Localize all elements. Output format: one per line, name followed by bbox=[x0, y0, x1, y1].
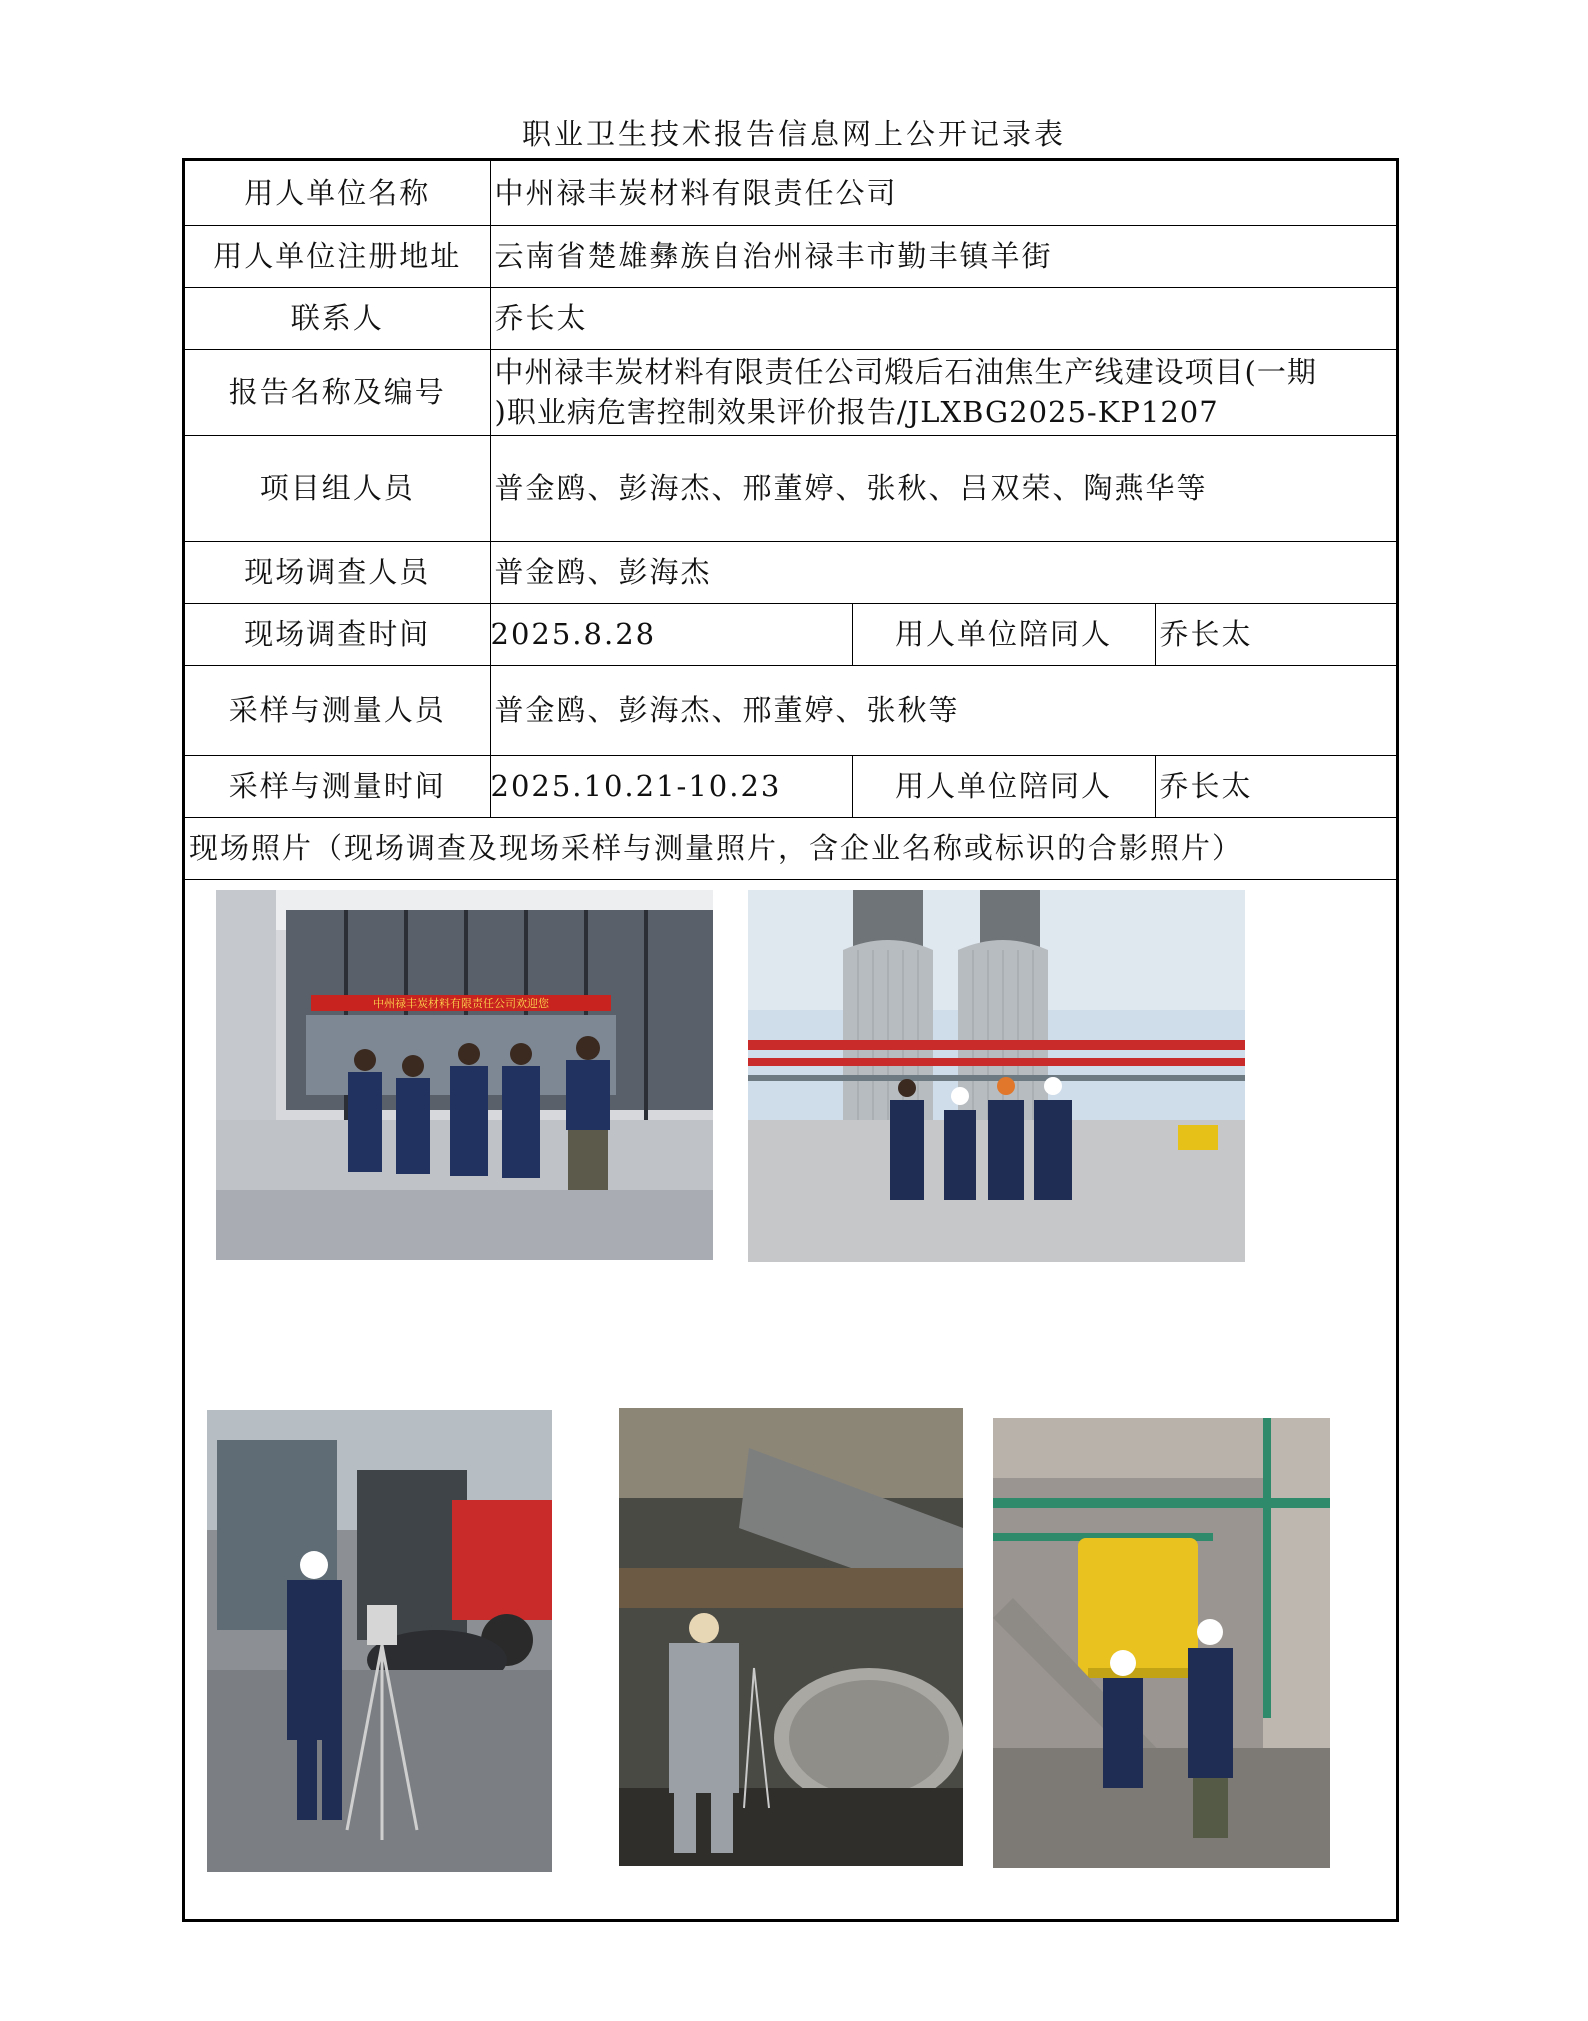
employer-address-value: 云南省楚雄彝族自治州禄丰市勤丰镇羊街 bbox=[490, 225, 1396, 287]
project-team-value: 普金鸥、彭海杰、邢董婷、张秋、吕双荣、陶燕华等 bbox=[490, 435, 1396, 541]
row-photos-header bbox=[185, 817, 1396, 879]
survey-time-label: 现场调查时间 bbox=[185, 603, 490, 665]
row-contact bbox=[185, 287, 1396, 349]
sampling-photo-tank bbox=[993, 1418, 1330, 1868]
info-table bbox=[185, 161, 1396, 880]
report-value-line1: 中州禄丰炭材料有限责任公司煅后石油焦生产线建设项目(一期 bbox=[494, 355, 1317, 389]
survey-staff-value: 普金鸥、彭海杰 bbox=[490, 541, 1396, 603]
report-value bbox=[490, 349, 1396, 435]
row-sampling-time bbox=[185, 755, 1396, 817]
survey-companion-value: 乔长太 bbox=[1155, 603, 1396, 665]
sampling-companion-value: 乔长太 bbox=[1155, 755, 1396, 817]
row-employer-address bbox=[185, 225, 1396, 287]
contact-value: 乔长太 bbox=[490, 287, 1396, 349]
row-survey-staff bbox=[185, 541, 1396, 603]
employer-name-value: 中州禄丰炭材料有限责任公司 bbox=[490, 161, 1396, 225]
sampling-time-value: 2025.10.21-10.23 bbox=[490, 755, 852, 817]
sampling-time-label: 采样与测量时间 bbox=[185, 755, 490, 817]
row-sampling-staff bbox=[185, 665, 1396, 755]
row-employer-name bbox=[185, 161, 1396, 225]
report-value-line2: )职业病危害控制效果评价报告/JLXBG2025-KP1207 bbox=[494, 395, 1219, 429]
group-photo-silos bbox=[748, 890, 1245, 1262]
sampling-staff-value: 普金鸥、彭海杰、邢董婷、张秋等 bbox=[490, 665, 1396, 755]
sampling-staff-label: 采样与测量人员 bbox=[185, 665, 490, 755]
survey-time-value: 2025.8.28 bbox=[490, 603, 852, 665]
document-title: 职业卫生技术报告信息网上公开记录表 bbox=[521, 117, 1066, 151]
row-survey-time bbox=[185, 603, 1396, 665]
contact-label: 联系人 bbox=[185, 287, 490, 349]
employer-address-label: 用人单位注册地址 bbox=[185, 225, 490, 287]
welcome-banner-text: 中州禄丰炭材料有限责任公司欢迎您 bbox=[373, 997, 549, 1010]
sampling-companion-label: 用人单位陪同人 bbox=[852, 755, 1155, 817]
row-project-team bbox=[185, 435, 1396, 541]
employer-name-label: 用人单位名称 bbox=[185, 161, 490, 225]
photos-header: 现场照片（现场调查及现场采样与测量照片，含企业名称或标识的合影照片） bbox=[185, 817, 1396, 879]
survey-staff-label: 现场调查人员 bbox=[185, 541, 490, 603]
group-photo-lobby bbox=[216, 890, 713, 1260]
sampling-photo-truck bbox=[207, 1410, 552, 1872]
report-label: 报告名称及编号 bbox=[185, 349, 490, 435]
sampling-photo-conveyor bbox=[619, 1408, 963, 1866]
project-team-label: 项目组人员 bbox=[185, 435, 490, 541]
survey-companion-label: 用人单位陪同人 bbox=[852, 603, 1155, 665]
row-report bbox=[185, 349, 1396, 435]
